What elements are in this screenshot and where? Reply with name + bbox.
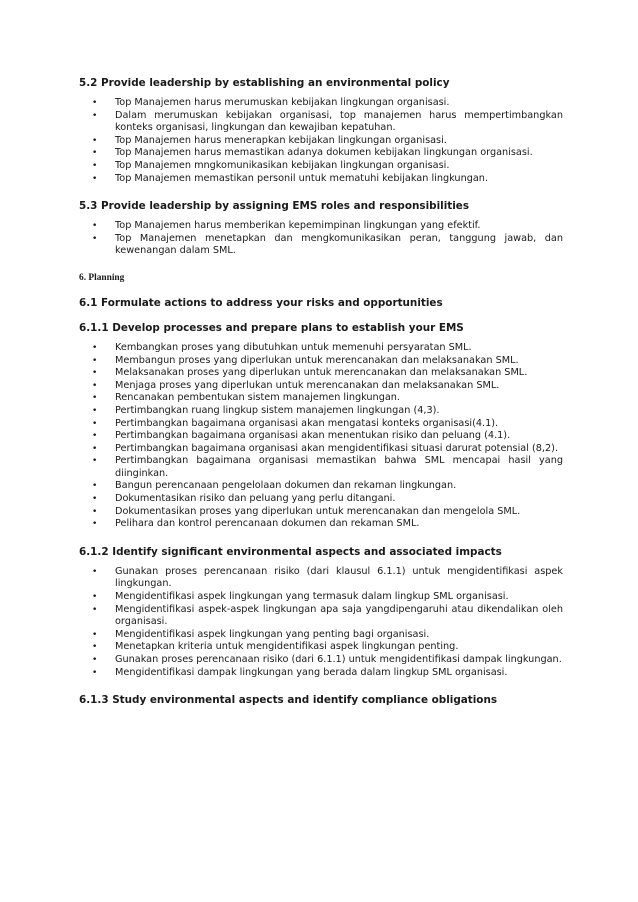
list-item-text: Pertimbangkan bagaimana organisasi memastikan bahwa SML mencapai hasil yang diinginkan. xyxy=(115,455,563,479)
list-item-text: Mengidentifikasi aspek-aspek lingkungan apa saja yangdipengaruhi atau dikendalikan oleh organisasi. xyxy=(115,603,563,628)
bullet-icon: • xyxy=(92,405,98,416)
section-heading: 6.1.3 Study environmental aspects and identify compliance obligations xyxy=(79,694,498,707)
list-item-text: Mengidentifikasi aspek lingkungan yang penting bagi organisasi. xyxy=(115,628,430,640)
list-item-text: Melaksanakan proses yang diperlukan untuk merencanakan dan melaksanakan SML. xyxy=(115,367,528,379)
list-item-text: Kembangkan proses yang dibutuhkan untuk memenuhi persyaratan SML. xyxy=(115,341,472,353)
bullet-icon: • xyxy=(92,592,98,603)
bullet-icon: • xyxy=(92,655,98,665)
bullet-icon: • xyxy=(92,519,98,530)
bullet-icon: • xyxy=(92,355,98,366)
list-item xyxy=(79,629,563,642)
bullet-icon: • xyxy=(92,110,98,121)
bullet-icon: • xyxy=(92,667,98,678)
bullet-icon: • xyxy=(92,135,98,146)
list-item xyxy=(79,380,563,393)
bullet-list xyxy=(79,220,563,258)
list-item xyxy=(79,160,563,173)
list-item xyxy=(79,367,563,380)
list-item xyxy=(79,518,563,531)
list-item xyxy=(79,566,563,591)
list-item xyxy=(79,147,563,160)
list-item xyxy=(79,654,563,667)
section-heading: 6.1.2 Identify significant environmental aspects and associated impacts xyxy=(79,545,502,558)
list-item xyxy=(79,667,563,680)
list-item-text: Top Manajemen harus merumuskan kebijakan lingkungan organisasi. xyxy=(115,97,450,108)
bullet-icon: • xyxy=(92,443,98,454)
bullet-icon: • xyxy=(92,494,98,505)
bullet-list xyxy=(79,566,563,679)
bullet-icon: • xyxy=(92,418,98,429)
bullet-icon: • xyxy=(92,629,98,640)
list-item xyxy=(79,97,563,110)
bullet-icon: • xyxy=(92,380,98,391)
bullet-icon: • xyxy=(92,506,98,517)
bullet-icon: • xyxy=(92,148,98,159)
bullet-icon: • xyxy=(92,431,98,442)
bullet-icon: • xyxy=(92,368,98,379)
list-item xyxy=(79,392,563,405)
list-item-text: Pertimbangkan ruang lingkup sistem manajemen lingkungan (4,3). xyxy=(115,404,440,416)
list-item-text: Top Manajemen harus menerapkan kebijakan lingkungan organisasi. xyxy=(115,134,447,146)
list-item xyxy=(79,443,563,456)
list-item xyxy=(79,233,563,258)
list-item-text: Pelihara dan kontrol perencanaan dokumen dan rekaman SML. xyxy=(115,518,420,530)
bullet-icon: • xyxy=(92,642,98,653)
bullet-icon: • xyxy=(92,160,98,171)
list-item xyxy=(79,418,563,431)
list-item xyxy=(79,135,563,148)
list-item-text: Membangun proses yang diperlukan untuk merencanakan dan melaksanakan SML. xyxy=(115,354,519,366)
bullet-list xyxy=(79,97,563,185)
list-item-text: Dokumentasikan risiko dan peluang yang perlu ditangani. xyxy=(115,493,396,505)
bullet-icon: • xyxy=(92,342,98,353)
bullet-icon: • xyxy=(92,98,98,108)
list-item-text: Menjaga proses yang diperlukan untuk merencanakan dan melaksanakan SML. xyxy=(115,379,500,391)
list-item-text: Top Manajemen memastikan personil untuk mematuhi kebijakan lingkungan. xyxy=(115,172,489,184)
list-item-text: Gunakan proses perencanaan risiko (dari klausul 6.1.1) untuk mengidentifikasi aspek lingkungan. xyxy=(115,565,563,590)
list-item xyxy=(79,480,563,493)
bullet-icon: • xyxy=(92,393,98,404)
list-item xyxy=(79,355,563,368)
list-item-text: Pertimbangkan bagaimana organisasi akan mengatasi konteks organisasi(4.1). xyxy=(115,417,499,429)
list-item xyxy=(79,455,563,480)
list-item-text: Gunakan proses perencanaan risiko (dari 6.1.1) untuk mengidentifikasi dampak lingkungan. xyxy=(115,654,562,665)
bullet-icon: • xyxy=(92,456,98,467)
list-item-text: Menetapkan kriteria untuk mengidentifikasi aspek lingkungan penting. xyxy=(115,641,459,653)
list-item-text: Dalam merumuskan kebijakan organisasi, top manajemen harus mempertimbangkan konteks organisasi, lingkungan dan kewajiban kepatuhan. xyxy=(115,109,563,134)
list-item xyxy=(79,405,563,418)
list-item-text: Mengidentifikasi aspek lingkungan yang termasuk dalam lingkup SML organisasi. xyxy=(115,591,509,603)
list-item xyxy=(79,591,563,604)
bullet-icon: • xyxy=(92,233,98,244)
list-item xyxy=(79,493,563,506)
list-item xyxy=(79,110,563,135)
list-item-text: Bangun perencanaan pengelolaan dokumen dan rekaman lingkungan. xyxy=(115,480,457,492)
section-heading: 5.3 Provide leadership by assigning EMS roles and responsibilities xyxy=(79,200,470,213)
list-item-text: Rencanakan pembentukan sistem manajemen lingkungan. xyxy=(115,392,401,404)
list-item-text: Dokumentasikan proses yang diperlukan untuk merencanakan dan mengelola SML. xyxy=(115,505,521,517)
bullet-icon: • xyxy=(92,566,98,577)
list-item xyxy=(79,220,563,233)
list-item xyxy=(79,342,563,355)
list-item-text: Pertimbangkan bagaimana organisasi akan mengidentifikasi situasi darurat potensial (8,2). xyxy=(115,442,559,454)
list-item-text: Top Manajemen harus memberikan kepemimpinan lingkungan yang efektif. xyxy=(115,220,481,232)
bullet-icon: • xyxy=(92,173,98,184)
list-item-text: Top Manajemen harus memastikan adanya dokumen kebijakan lingkungan organisasi. xyxy=(115,147,533,159)
bullet-icon: • xyxy=(92,604,98,615)
list-item xyxy=(79,506,563,519)
list-item-text: Top Manajemen menetapkan dan mengkomunikasikan peran, tanggung jawab, dan kewenangan dalam SML. xyxy=(115,232,563,257)
list-item xyxy=(79,173,563,186)
bullet-icon: • xyxy=(92,481,98,492)
list-item-text: Top Manajemen mngkomunikasikan kebijakan lingkungan organisasi. xyxy=(115,159,450,171)
list-item-text: Pertimbangkan bagaimana organisasi akan menentukan risiko dan peluang (4.1). xyxy=(115,430,511,442)
bullet-list xyxy=(79,342,563,531)
section-heading: 5.2 Provide leadership by establishing an environmental policy xyxy=(79,77,450,89)
bullet-icon: • xyxy=(92,221,98,232)
chapter-heading: 6. Planning xyxy=(79,272,125,283)
list-item xyxy=(79,641,563,654)
document-content xyxy=(79,76,563,707)
list-item xyxy=(79,604,563,629)
list-item-text: Mengidentifikasi dampak lingkungan yang berada dalam lingkup SML organisasi. xyxy=(115,666,508,678)
section-heading: 6.1.1 Develop processes and prepare plans to establish your EMS xyxy=(79,321,464,334)
section-heading: 6.1 Formulate actions to address your risks and opportunities xyxy=(79,296,443,309)
list-item xyxy=(79,430,563,443)
